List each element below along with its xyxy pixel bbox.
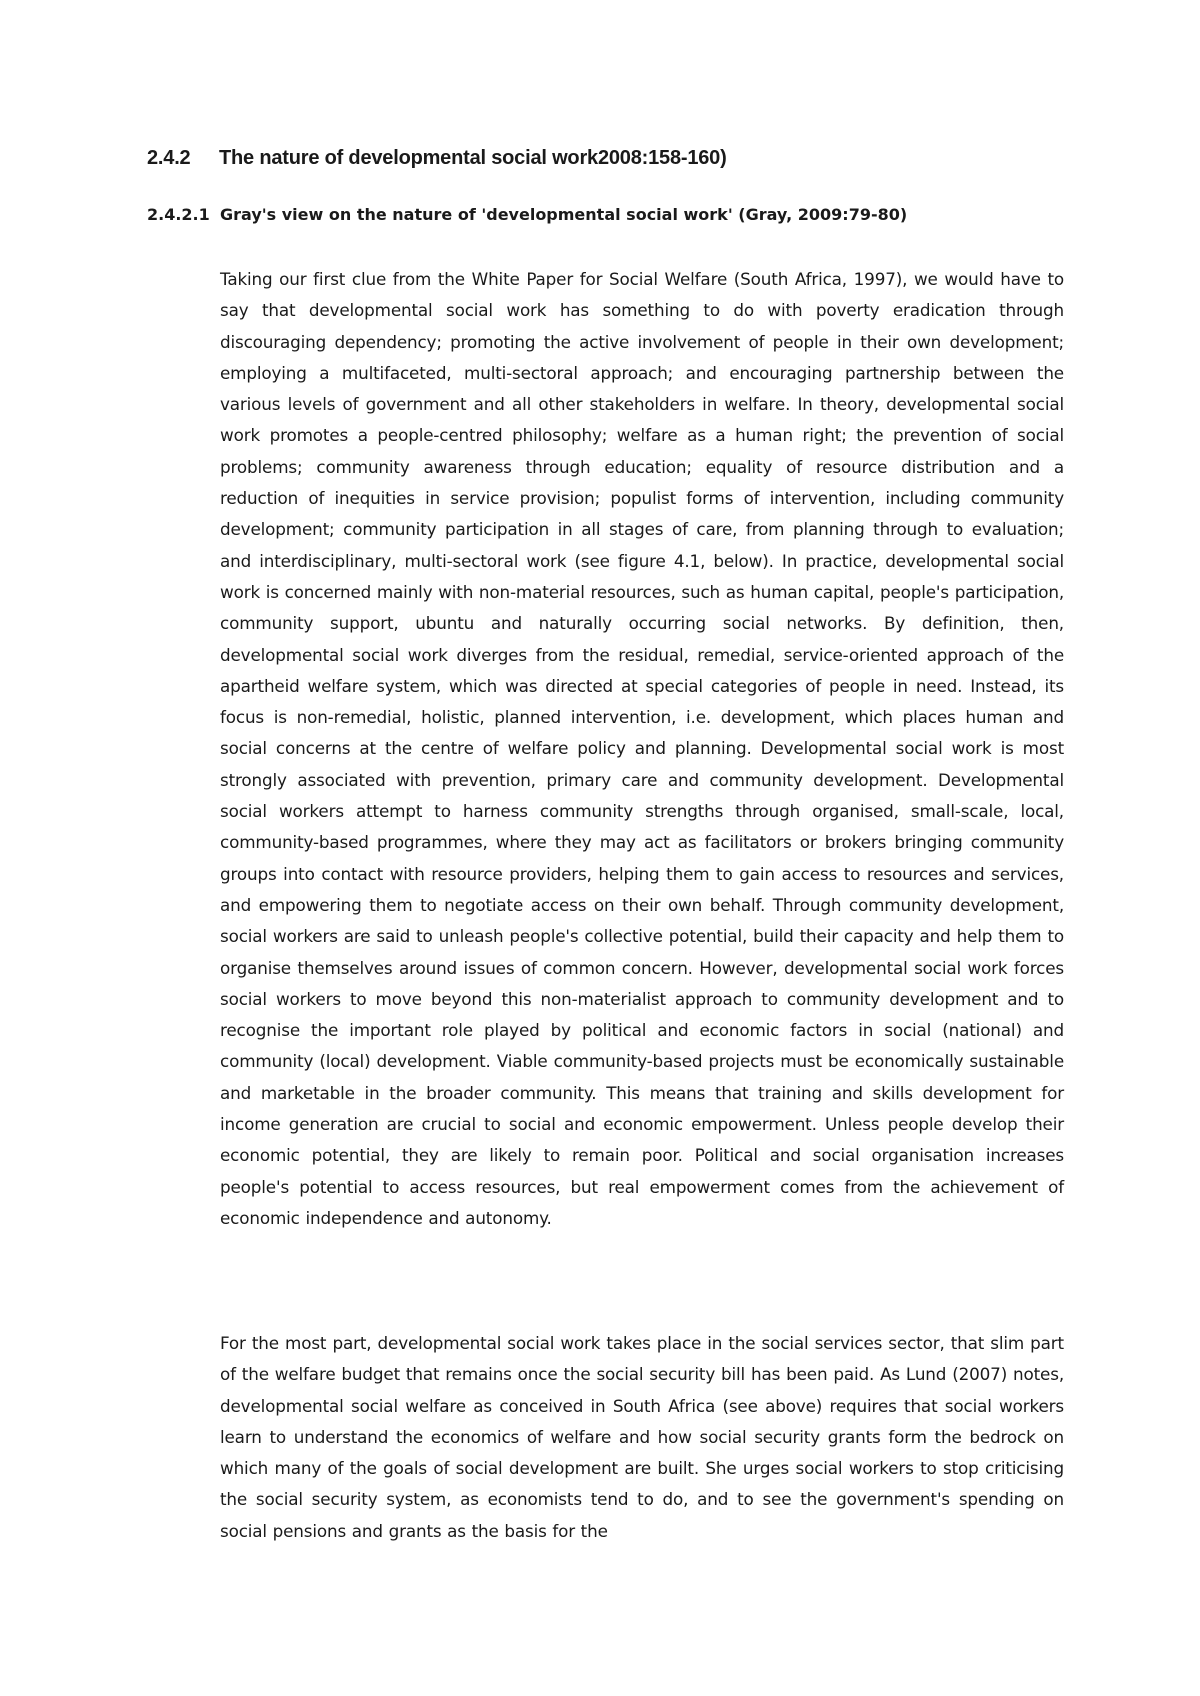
subsection-title: Gray's view on the nature of 'developmental social work' (Gray, 2009:79-80)	[220, 205, 908, 224]
section-title: The nature of developmental social work2008:158-160)	[219, 147, 727, 169]
section-number: 2.4.2	[147, 147, 191, 169]
body-paragraph: For the most part, developmental social work takes place in the social services sector, that slim part of the welfare budget that remains once the social security bill has been paid. As Lund (2007) notes, developmental social welfare as conceived in South Africa (see above) requires that social workers learn to understand the economics of welfare and how social security grants form the bedrock on which many of the goals of social development are built. She urges social workers to stop criticising the social security system, as economists tend to do, and to see the government's spending on social pensions and grants as the basis for the	[220, 1333, 1064, 1541]
section-heading	[147, 147, 727, 170]
body-paragraph: Taking our first clue from the White Paper for Social Welfare (South Africa, 1997), we would have to say that developmental social work has something to do with poverty eradication through discouraging dependency; promoting the active involvement of people in their own development; employing a multifaceted, multi-sectoral approach; and encouraging partnership between the various levels of government and all other stakeholders in welfare. In theory, developmental social work promotes a people-centred philosophy; welfare as a human right; the prevention of social problems; community awareness through education; equality of resource distribution and a reduction of inequities in service provision; populist forms of intervention, including community development; community participation in all stages of care, from planning through to evaluation; and interdisciplinary, multi-sectoral work (see figure 4.1, below). In practice, developmental social work is concerned mainly with non-material resources, such as human capital, people's participation, community support, ubuntu and naturally occurring social networks. By definition, then, developmental social work diverges from the residual, remedial, service-oriented approach of the apartheid welfare system, which was directed at special categories of people in need. Instead, its focus is non-remedial, holistic, planned intervention, i.e. development, which places human and social concerns at the centre of welfare policy and planning. Developmental social work is most strongly associated with prevention, primary care and community development. Developmental social workers attempt to harness community strengths through organised, small-scale, local, community-based programmes, where they may act as facilitators or brokers bringing community groups into contact with resource providers, helping them to gain access to resources and services, and empowering them to negotiate access on their own behalf. Through community development, social workers are said to unleash people's collective potential, build their capacity and help them to organise themselves around issues of common concern. However, developmental social work forces social workers to move beyond this non-materialist approach to community development and to recognise the important role played by political and economic factors in social (national) and community (local) development. Viable community-based projects must be economically sustainable and marketable in the broader community. This means that training and skills development for income generation are crucial to social and economic empowerment. Unless people develop their economic potential, they are likely to remain poor. Political and social organisation increases people's potential to access resources, but real empowerment comes from the achievement of economic independence and autonomy.	[220, 269, 1064, 1228]
subsection-number: 2.4.2.1	[147, 205, 210, 224]
subsection-heading	[147, 205, 907, 224]
